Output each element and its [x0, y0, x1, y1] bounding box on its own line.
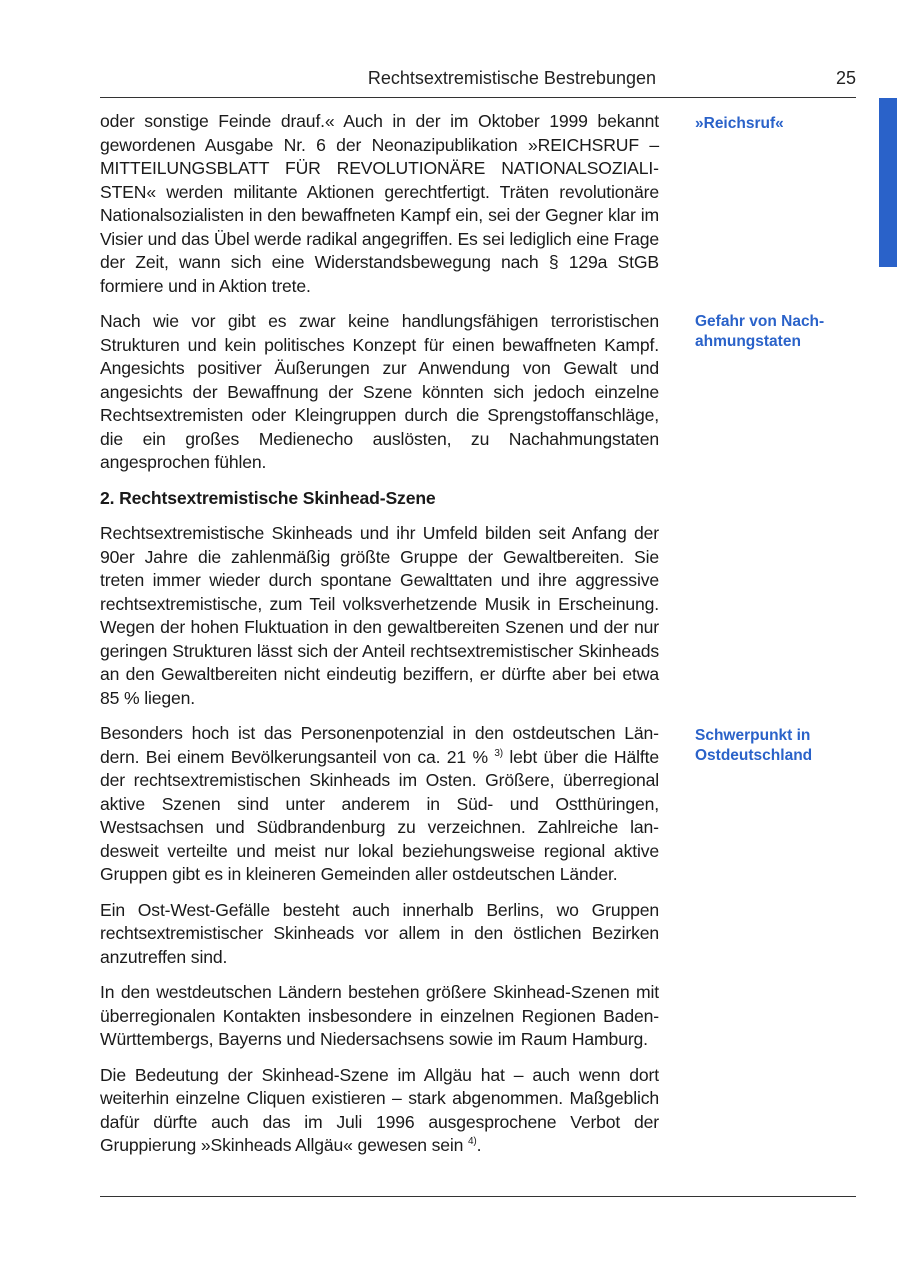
paragraph-skinheads-intro: Rechtsextremistische Skinheads und ihr Umfeld bilden seit Anfang der 90er Jahre die zahlenmäßig größte Gruppe der Gewaltbereiten. Sie treten immer wieder durch spontane Gewalttaten und ihre aggressive rechtsextremistische, zum Teil volksverhetzende Musik in Erscheinung. Wegen der hohen Fluktuation in den gewaltbereiten Szenen und der nur geringen Strukturen lässt sich der Anteil rechtsextremistischer Skinheads an den Gewaltbereiten nicht eindeutig beziffern, er dürfte aber bei etwa 85 % liegen.: [100, 523, 659, 708]
paragraph-allgaeu: [100, 1064, 659, 1158]
margin-note-line: »Reichsruf«: [695, 115, 784, 132]
paragraph-ostdeutschland: [100, 722, 659, 887]
chapter-thumb-tab: [879, 98, 897, 267]
main-column: [100, 110, 659, 1170]
paragraph-text: .: [476, 1135, 482, 1155]
paragraph-nachahmungstaten: Nach wie vor gibt es zwar keine handlungsfähigen terroristischen Strukturen und kein politisches Konzept für einen bewaffneten Kampf. Angesichts positiver Äußerungen zur Anwendung von Gewalt und angesichts der Bewaffnung der Szene könnten sich jedoch einzelne Rechtsextremisten oder Kleingruppen durch die Sprengstoffanschläge, die ein großes Medienecho auslösten, zu Nachahmungstaten angesprochen fühlen.: [100, 311, 659, 472]
running-head-title: Rechtsextremistische Bestrebungen: [367, 68, 656, 88]
footer-rule: [100, 1196, 856, 1197]
margin-note-nachahmung: [695, 312, 855, 352]
page-number: 25: [835, 68, 856, 88]
paragraph-text: Besonders hoch ist das Personenpotenzial in den ostdeutschen Ländern. Bei einem Bevölkerungsanteil von ca. 21 %: [100, 723, 659, 767]
margin-note-reichsruf: [695, 114, 855, 134]
paragraph-text: lebt über die Hälfte der rechtsextremistischen Skinheads im Osten. Größere, überregional aktive Szenen sind unter anderem in Süd- und Ostthüringen, Westsachsen und Südbrandenburg zu verzeichnen. Zahlreiche landesweit verteilte und meist nur lokal beziehungsweise regional aktive Gruppen gibt es in kleineren Gemeinden aller ostdeutschen Länder.: [100, 746, 659, 884]
section-heading: 2. Rechtsextremistische Skinhead-Szene: [100, 487, 436, 508]
footnote-ref-4[interactable]: 4): [468, 1136, 477, 1147]
margin-note-line: ahmungstaten: [695, 333, 801, 350]
footnote-ref-3[interactable]: 3): [494, 747, 503, 759]
margin-note-line: Ostdeutschland: [695, 747, 813, 764]
margin-note-ostdeutschland: [695, 726, 855, 766]
margin-note-line: Gefahr von Nach-: [695, 313, 825, 330]
margin-note-line: Schwerpunkt in: [695, 727, 811, 744]
paragraph-berlin: Ein Ost-West-Gefälle besteht auch innerhalb Berlins, wo Gruppen rechtsextremistischer Skinheads vor allem in den östlichen Bezirken anzutreffen sind.: [100, 899, 659, 967]
header-rule: [100, 97, 856, 98]
paragraph-westdeutschland: In den westdeutschen Ländern bestehen größere Skinhead-Szenen mit überregionalen Kontakten insbesondere in einzelnen Regionen Baden-Württembergs, Bayerns und Niedersachsens sowie im Raum Hamburg.: [100, 982, 659, 1049]
paragraph-reichsruf: oder sonstige Feinde drauf.« Auch in der im Oktober 1999 bekannt gewordenen Ausgabe Nr. 6 der Neonazipublikation »REICHSRUF – MITTEILUNGSBLATT FÜR REVOLUTIONÄRE NATIONALSOZIALISTEN« werden militante Aktionen gerechtfertigt. Träten revolutionäre Nationalsozialisten in den bewaffneten Kampf ein, sei der Gegner klar im Visier und das Übel werde radikal angegriffen. Es sei lediglich eine Frage der Zeit, wann sich eine Widerstandsbewegung nach § 129a StGB formiere und in Aktion trete.: [100, 111, 659, 296]
paragraph-text: Die Bedeutung der Skinhead-Szene im Allgäu hat – auch wenn dort weiterhin einzelne Cliquen existieren – stark abgenommen. Maßgeblich dafür dürfte auch das im Juli 1996 ausgesprochene Verbot der Gruppierung »Skinheads Allgäu« gewesen sein: [100, 1064, 659, 1155]
